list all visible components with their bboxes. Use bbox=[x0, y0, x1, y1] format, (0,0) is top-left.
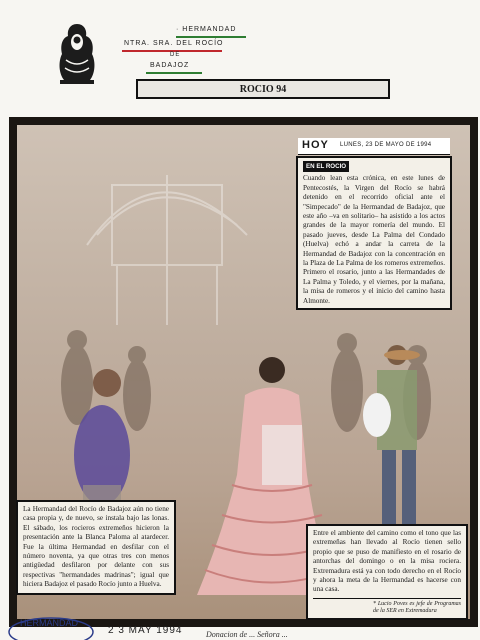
footer-handwritten-note: Donacion de ... Señora ... bbox=[206, 630, 288, 639]
clipping-bottom-left bbox=[16, 500, 176, 595]
clipping-top-text: Cuando lean esta crónica, en este lunes de Pentecostés, la Virgen del Rocío se habrá detenido en el recorrido oficial ante el "Simpecado" de la Hermandad de Badajoz, que este año –va en solitario– ha asistido a los actos grandes de la mayor romería del mundo. El pasado jueves, desde La Palma del Condado (Huelva) echó a andar la carreta de la Hermandad de Badajoz con la concentración en la Plaza de La Palma de los romeros extremeños. Primero el rosario, junto a las Hermandades de La Palma y Toledo, y el viernes, por la mañana, la misa de romeros y el inicio del camino hasta Almonte. bbox=[303, 174, 445, 305]
newspaper-name: HOY bbox=[302, 139, 329, 151]
header-green-bar-2 bbox=[146, 72, 202, 74]
hermandad-logo-icon bbox=[52, 20, 102, 86]
header-line-virgen: NTRA. SRA. DEL ROCÍO bbox=[124, 40, 224, 47]
footer-stamp-text: HERMANDAD bbox=[20, 618, 79, 628]
clipping-bottom-left-text: La Hermandad del Rocío de Badajoz aún no tiene casa propia y, de nuevo, se instala bajo las lonas. El sábado, los rocieros extremeños hicieron la presentación ante la Blanca Paloma al atardecer. Fue la última Hermandad en desfilar con el número noventa, ya que otras tres con menos antigüedad desfilaron por delante con sus respectivas "hermandades madrinas"; igual que hiciera Badajoz el pasado Rocío junto a Huelva. bbox=[23, 505, 169, 589]
header-line-de: DE bbox=[170, 52, 181, 58]
footer-date-stamp: 2 3 MAY 1994 bbox=[108, 625, 183, 636]
header-green-bar bbox=[176, 36, 246, 38]
newspaper-masthead bbox=[298, 138, 450, 155]
header-line-badajoz: BADAJOZ bbox=[150, 62, 190, 69]
clipping-bottom-right bbox=[306, 524, 468, 620]
author-note: * Lucio Poves es jefe de Programas de la SER en Extremadura bbox=[313, 598, 461, 616]
clipping-bottom-right-text: Entre el ambiente del camino como el tono que las extremeñas han llevado al Rocío tienen sello propio que se puso de manifiesto en el rosario de antorchas del domingo o en la misa rociera. Extremadura está ya con todo derecho en el Rocío y ahora la meta de la Hermandad es hacerse con una casa. bbox=[313, 529, 461, 594]
document-title: ROCIO 94 bbox=[136, 79, 390, 99]
section-label: EN EL ROCIO bbox=[303, 161, 349, 172]
clipping-top bbox=[296, 156, 452, 310]
header-line-hermandad: · HERMANDAD bbox=[176, 26, 237, 33]
newspaper-date: LUNES, 23 DE MAYO DE 1994 bbox=[340, 142, 432, 148]
